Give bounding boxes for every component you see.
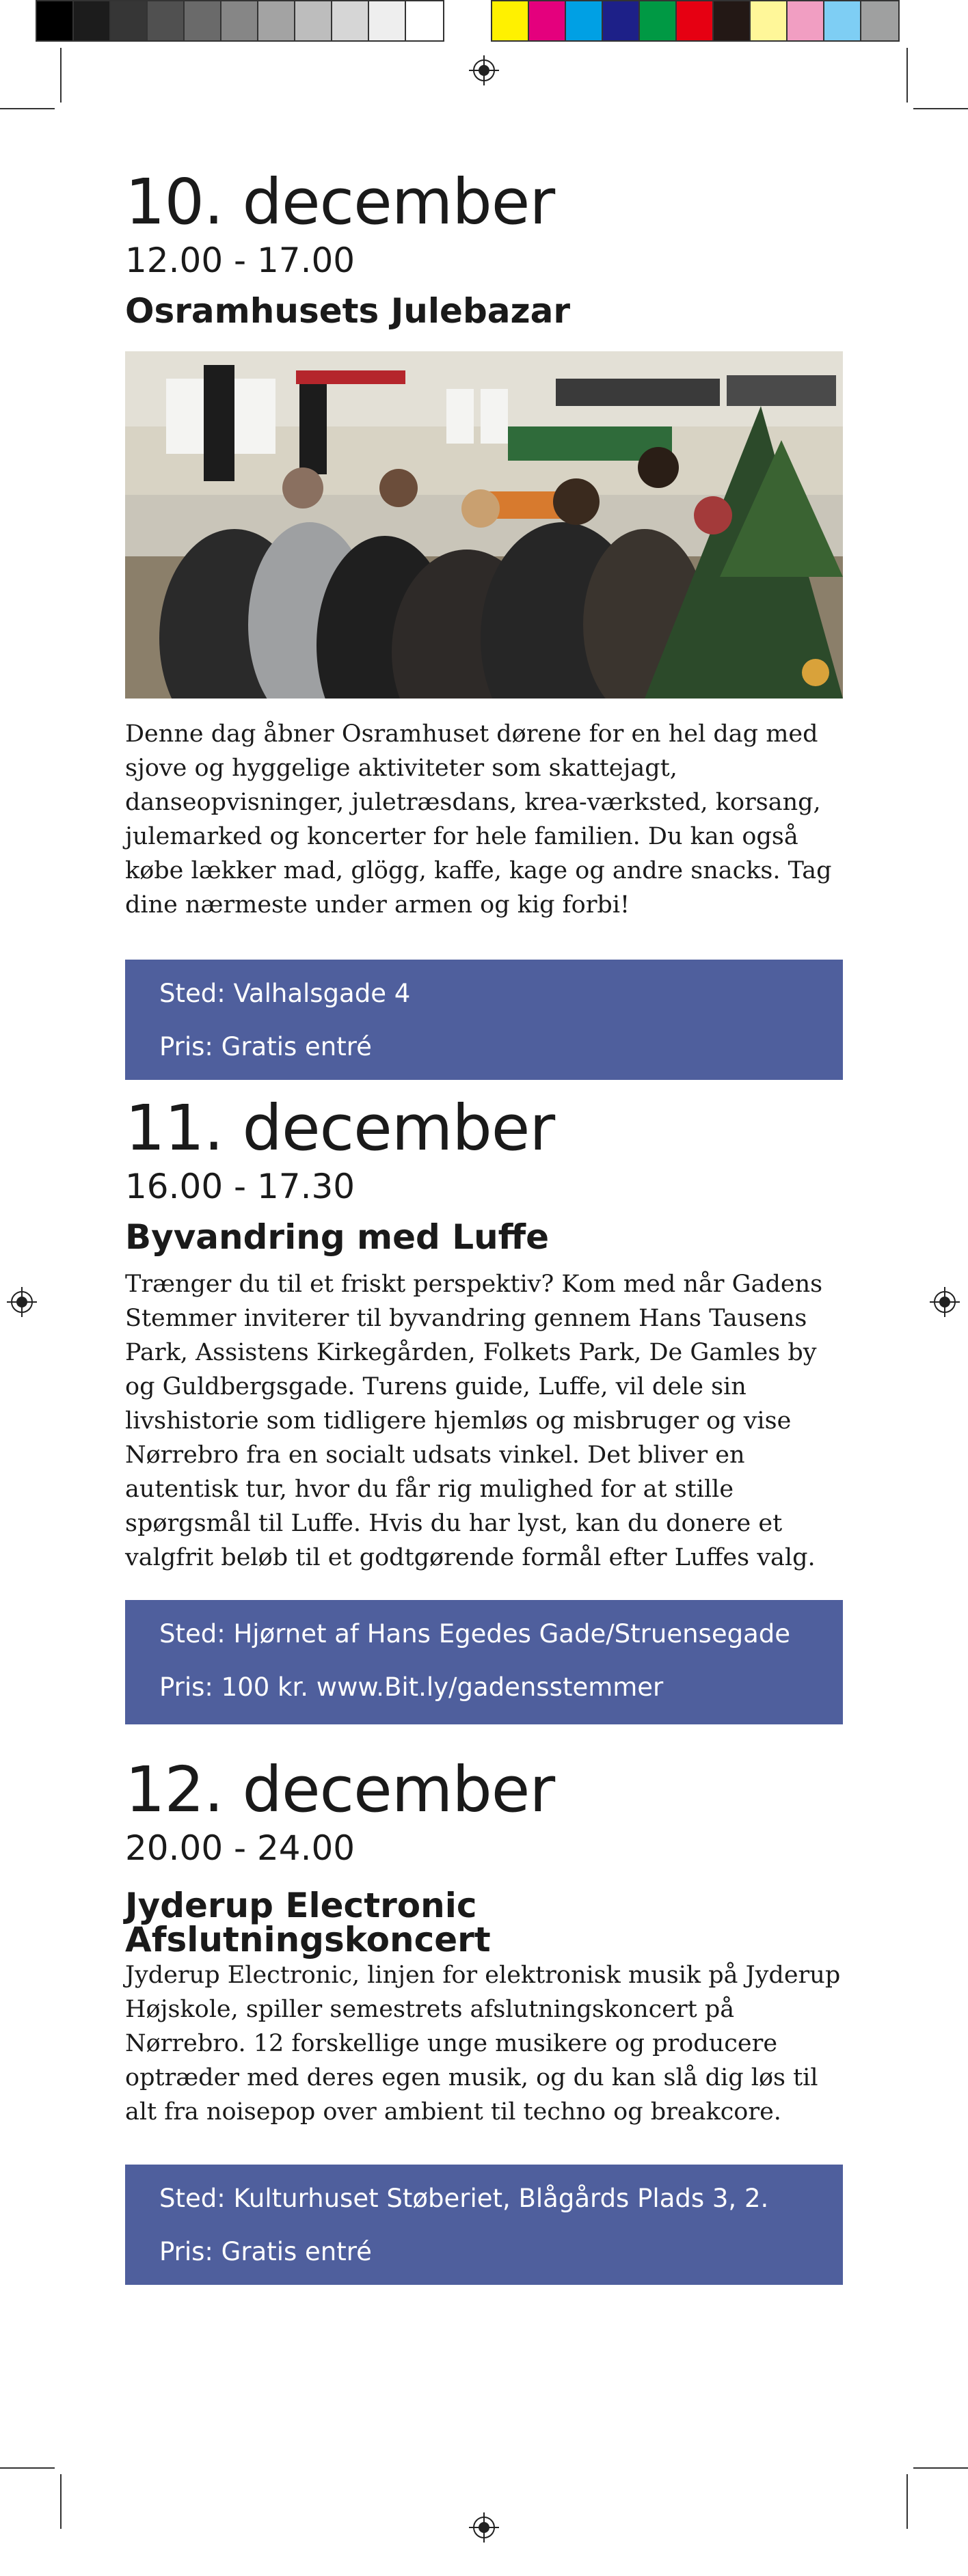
crop-mark: [913, 2467, 968, 2469]
event-price: Pris: Gratis entré: [159, 2236, 372, 2266]
color-swatch: [74, 1, 111, 40]
event-location: Sted: Hjørnet af Hans Egedes Gade/Struensegade: [159, 1618, 790, 1649]
color-swatch: [677, 1, 714, 40]
crop-mark: [60, 48, 62, 103]
event-header-2: [125, 1092, 843, 1257]
color-swatch: [406, 1, 443, 40]
event-info-box-1: [125, 960, 843, 1080]
event-time: 12.00 - 17.00: [125, 241, 355, 280]
event-time: 20.00 - 24.00: [125, 1828, 355, 1868]
crop-mark: [906, 48, 908, 103]
color-swatch: [332, 1, 369, 40]
event-description: Denne dag åbner Osramhuset dørene for en hel dag med sjove og hyggelige aktiviteter som skattejagt, danseopvisninger, juletræsdans, krea-værksted, korsang, julemarked og koncerter for hele familien. Du kan også købe lækker mad, glögg, kaffe, kage og andre snacks. Tag dine nærmeste under armen og kig forbi!: [125, 720, 832, 919]
color-swatch: [111, 1, 148, 40]
crop-mark: [0, 108, 55, 109]
color-swatch: [492, 1, 529, 40]
color-swatch: [369, 1, 406, 40]
event-info-box-2: [125, 1600, 843, 1724]
event-header-1: [125, 165, 843, 331]
color-swatch: [714, 1, 751, 40]
color-swatch: [295, 1, 332, 40]
event-time: 16.00 - 17.30: [125, 1167, 355, 1206]
registration-mark-icon: [930, 1287, 960, 1317]
color-swatch: [640, 1, 677, 40]
color-swatch: [603, 1, 640, 40]
registration-mark-icon: [7, 1287, 37, 1317]
event-info-box-3: [125, 2165, 843, 2285]
event-location: Sted: Valhalsgade 4: [159, 978, 411, 1008]
bazaar-photo-illustration: [125, 351, 843, 699]
event-price: Pris: 100 kr. www.Bit.ly/gadensstemmer: [159, 1672, 664, 1702]
event-description-2: [125, 1267, 843, 1575]
event-title: Jyderup Electronic Afslutningskoncert: [125, 1886, 491, 1960]
event-description-1: [125, 717, 843, 922]
event-date: 11. december: [125, 1092, 555, 1165]
color-swatch: [566, 1, 603, 40]
color-calibration-bar-grayscale: [36, 0, 444, 42]
color-swatch: [824, 1, 861, 40]
crop-mark: [913, 108, 968, 109]
crop-mark: [60, 2474, 62, 2529]
event-photo: [125, 351, 843, 699]
color-swatch: [37, 1, 74, 40]
color-swatch: [529, 1, 566, 40]
event-header-3: [125, 1753, 843, 1960]
event-date: 10. december: [125, 165, 555, 239]
color-swatch: [788, 1, 824, 40]
event-description: Trænger du til et friskt perspektiv? Kom med når Gadens Stemmer inviterer til byvandring gennem Hans Tausens Park, Assistens Kirkegården, Folkets Park, De Gamles by og Guldbergsgade. Turens guide, Luffe, vil dele sin livshistorie som tidligere hjemløs og misbruger og vise Nørrebro fra en socialt udsats vinkel. Det bliver en autentisk tur, hvor du får rig mulighed for at stille spørgsmål til Luffe. Hvis du har lyst, kan du donere et valgfrit beløb til et godtgørende formål efter Luffes valg.: [125, 1271, 823, 1571]
event-title: Byvandring med Luffe: [125, 1217, 550, 1257]
color-swatch: [148, 1, 185, 40]
event-description: Jyderup Electronic, linjen for elektronisk musik på Jyderup Højskole, spiller semestrets afslutningskoncert på Nørrebro. 12 forskellige unge musikere og producere optræder med deres egen musik, og du kan slå dig løs til alt fra noisepop over ambient til techno og breakcore.: [125, 1962, 841, 2126]
crop-mark: [0, 2467, 55, 2469]
registration-mark-icon: [469, 2512, 499, 2543]
event-description-3: [125, 1958, 843, 2129]
registration-mark-icon: [469, 55, 499, 85]
event-location: Sted: Kulturhuset Støberiet, Blågårds Plads 3, 2.: [159, 2183, 769, 2213]
color-swatch: [258, 1, 295, 40]
color-calibration-bar-colors: [491, 0, 900, 42]
color-swatch: [751, 1, 788, 40]
color-swatch: [861, 1, 898, 40]
crop-mark: [906, 2474, 908, 2529]
event-price: Pris: Gratis entré: [159, 1031, 372, 1061]
event-date: 12. december: [125, 1753, 555, 1826]
color-swatch: [185, 1, 221, 40]
color-swatch: [221, 1, 258, 40]
event-title: Osramhusets Julebazar: [125, 291, 570, 331]
